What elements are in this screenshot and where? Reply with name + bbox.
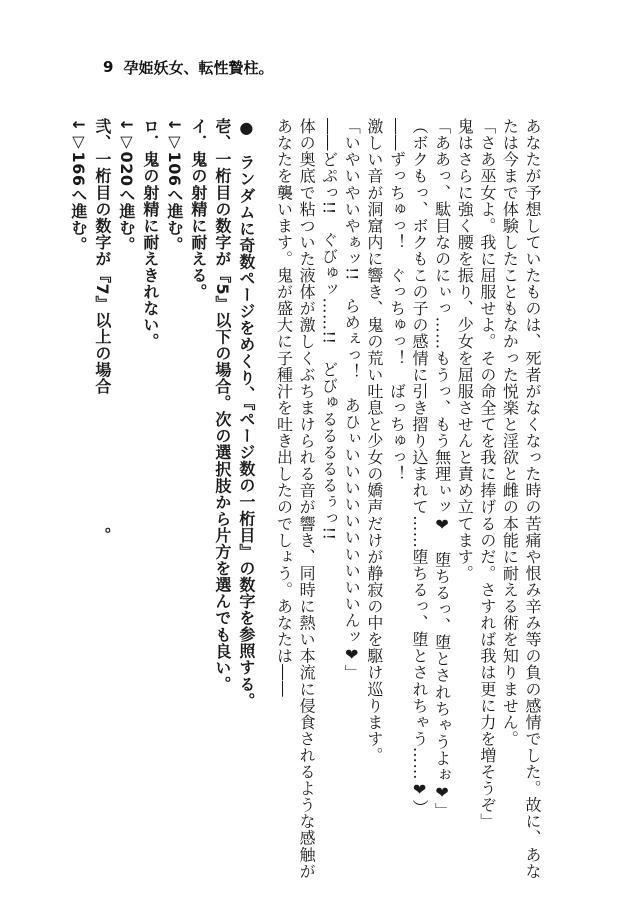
choice-text: ロ．鬼の射精に耐えきれない。 — [140, 118, 160, 350]
choice-row — [162, 118, 210, 798]
section-gap — [258, 118, 272, 798]
choice-text: 壱、一桁目の数字が『5』以下の場合。次の選択肢から片方を選んでも良い。 — [212, 118, 232, 693]
body-line: あなたを襲います。鬼が盛大に子種汁を吐き出したのでしょう。あなたは―― — [274, 118, 294, 698]
choice-goto: ↓▽020へ進む。 — [116, 118, 136, 253]
body-line: たは今まで体験したこともなかった悦楽と淫欲と雌の本能に耐える術を知りません。 — [500, 118, 520, 747]
body-line: 鬼はさらに強く腰を振り、少女を屈服させんと責め立てます。 — [455, 118, 475, 582]
choice-row — [66, 118, 114, 798]
choice-goto: ↓▽106へ進む。 — [164, 118, 184, 253]
page-body — [68, 118, 543, 880]
choice-text: 弐、一桁目の数字が『7』以上の場合 。 — [92, 118, 112, 544]
body-line: 「ああっ、駄目なのにぃっ……もうっ、もう無理ぃッ❤ 堕ちるっ、堕とされちゃうよぉ❤」 — [432, 118, 452, 820]
page-number: 9 — [103, 58, 114, 76]
instruction-line: ● ランダムに奇数ページをめくり、『ページ数の一桁目』の数字を参照する。 — [236, 118, 256, 709]
choice-text: イ．鬼の射精に耐える。 — [188, 118, 208, 301]
choice-row — [114, 118, 162, 798]
body-line: ――どぷっ!! ぐびゅッ……!! どびゅるるるるるぅっ!! — [319, 118, 339, 541]
body-line: 「さあ巫女よ。我に屈服せよ。その命全てを我に捧げるのだ。さすれば我は更に力を増そうぞ」 — [477, 118, 497, 830]
body-line: ――ずっちゅっ！ ぐっちゅっ！ ばっちゅっ！ — [387, 118, 407, 483]
body-line: 激しい音が洞窟内に響き、鬼の荒い吐息と少女の嬌声だけが静寂の中を駆け巡ります。 — [364, 118, 384, 764]
body-line: あなたが予想していたものは、死者がなくなった時の苦痛や恨み辛み等の負の感情でした。故に、あな — [523, 118, 542, 880]
body-line: （ボクもっ、ボクもこの子の感情に引き摺り込まれて……堕ちるっ、堕とされちゃう……❤） — [410, 118, 430, 817]
running-head — [103, 55, 273, 79]
body-line: 「いやいやいやぁッ!! らめぇっ！ あひぃいいいいいいいいいいんッ❤」 — [342, 118, 362, 682]
chapter-title: 孕姫妖女、転性贄柱。 — [123, 58, 274, 77]
choice-row — [210, 118, 234, 798]
choice-goto: ↓▽166へ進む。 — [68, 118, 88, 253]
body-line: 体の奥底で粘ついた液体が激しくぶちまけられる音が響き、同時に熱い本流に侵食されるような感触が — [297, 118, 317, 880]
